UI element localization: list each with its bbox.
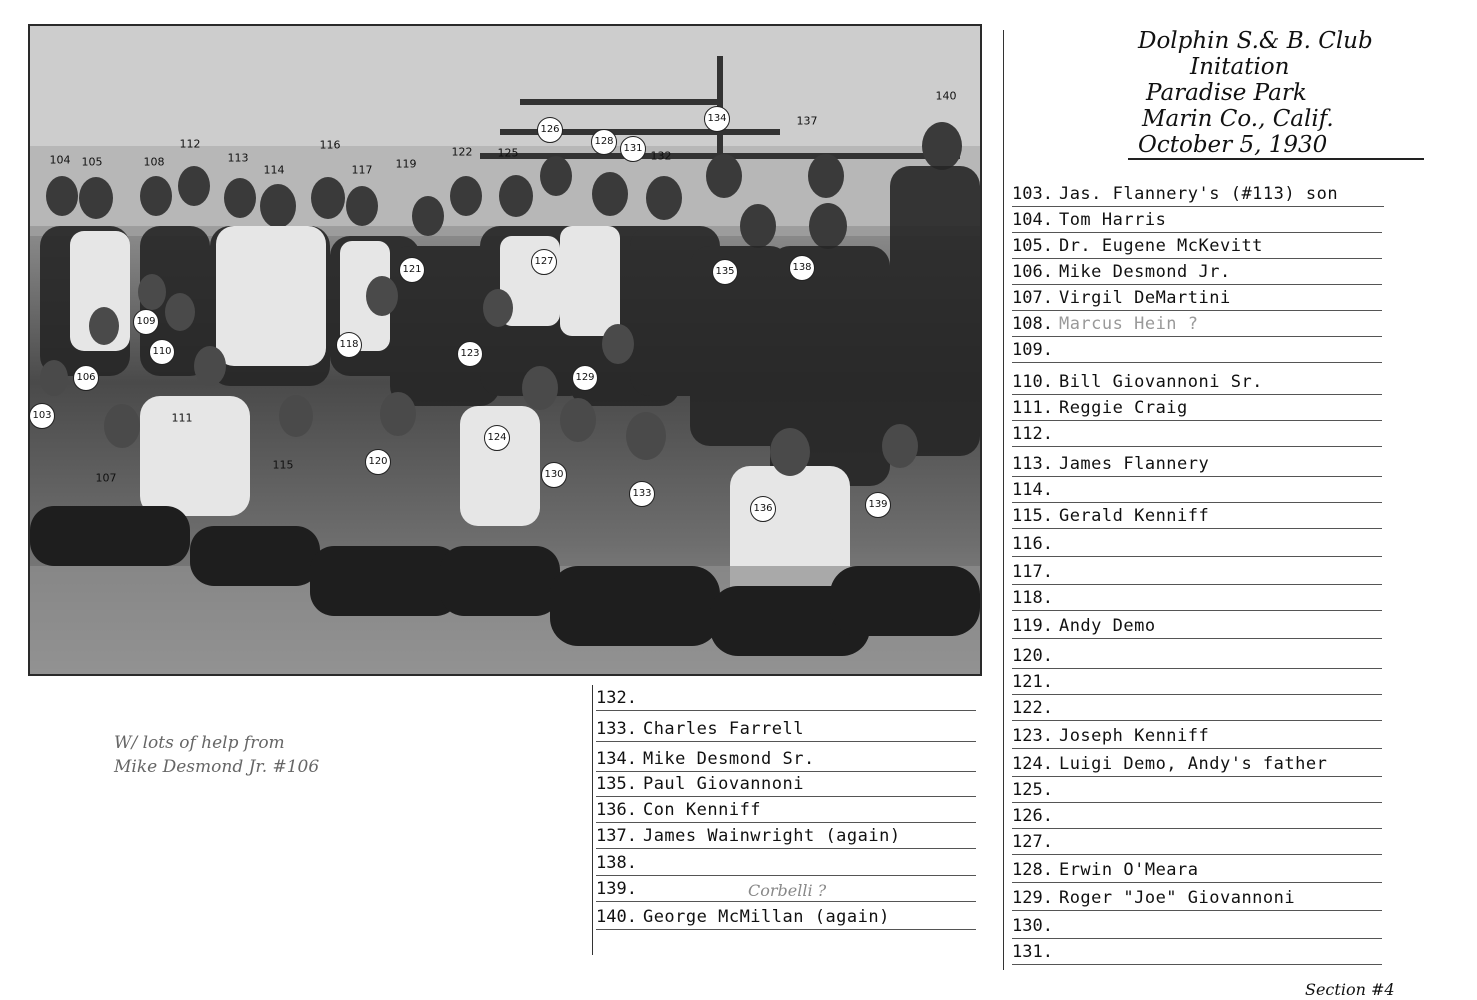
photo-number-label: 118 <box>336 332 362 358</box>
list-name <box>637 688 643 708</box>
list-name: Dr. Eugene McKevitt <box>1058 236 1263 256</box>
list-name <box>1053 916 1059 936</box>
photo-number-label: 129 <box>572 365 598 391</box>
list-number: 131. <box>1012 942 1053 962</box>
list-number: 129. <box>1012 888 1053 908</box>
photo-number-label: 131 <box>620 136 646 162</box>
list-number: 132. <box>596 688 637 708</box>
right-list-row <box>1012 777 1382 803</box>
list-name: Roger "Joe" Giovannoni <box>1058 888 1296 908</box>
middle-list-row <box>596 904 976 930</box>
list-number: 115. <box>1012 506 1053 526</box>
photo-number-label: 105 <box>81 155 103 169</box>
list-name: Charles Farrell <box>642 719 804 739</box>
photo-number-label: 140 <box>935 89 957 103</box>
list-number: 105. <box>1012 236 1053 256</box>
right-list-row <box>1012 723 1382 749</box>
photo-number-label: 117 <box>351 163 373 177</box>
photo-number-label: 132 <box>650 149 672 163</box>
list-name: Mike Desmond Jr. <box>1058 262 1231 282</box>
event-name: Initation <box>1190 54 1290 80</box>
credit-note-line-1: W/ lots of help from <box>114 733 285 753</box>
list-number: 121. <box>1012 672 1053 692</box>
list-number: 123. <box>1012 726 1053 746</box>
list-number: 122. <box>1012 698 1053 718</box>
list-name: Luigi Demo, Andy's father <box>1058 754 1328 774</box>
list-name: Virgil DeMartini <box>1058 288 1231 308</box>
right-list-row <box>1012 311 1382 337</box>
list-name: James Flannery <box>1058 454 1210 474</box>
list-name: James Wainwright (again) <box>642 826 901 846</box>
location-park: Paradise Park <box>1146 80 1307 106</box>
list-number: 136. <box>596 800 637 820</box>
list-name: Paul Giovannoni <box>642 774 804 794</box>
list-name <box>1053 806 1059 826</box>
photo-number-label: 125 <box>497 146 519 160</box>
photo-number-label: 115 <box>272 458 294 472</box>
list-number: 119. <box>1012 616 1053 636</box>
right-list-row <box>1012 181 1384 207</box>
right-list-row <box>1012 695 1382 721</box>
middle-list-row <box>596 850 976 876</box>
corbelli-note: Corbelli ? <box>748 881 827 900</box>
list-number: 103. <box>1012 184 1053 204</box>
right-list-row <box>1012 669 1382 695</box>
list-name: Reggie Craig <box>1058 398 1188 418</box>
list-name <box>1053 424 1059 444</box>
photo-number-label: 139 <box>865 492 891 518</box>
right-list-row <box>1012 803 1382 829</box>
list-name <box>1053 534 1059 554</box>
right-list-row <box>1012 421 1382 447</box>
photo-number-label: 133 <box>629 481 655 507</box>
right-list-row <box>1012 531 1382 557</box>
list-number: 114. <box>1012 480 1053 500</box>
list-name <box>1053 562 1059 582</box>
list-number: 106. <box>1012 262 1053 282</box>
list-number: 111. <box>1012 398 1053 418</box>
club-name: Dolphin S.& B. Club <box>1138 28 1373 54</box>
photo-number-label: 123 <box>457 341 483 367</box>
middle-list-row <box>596 823 976 849</box>
list-number: 118. <box>1012 588 1053 608</box>
right-list-row <box>1012 829 1382 855</box>
list-number: 125. <box>1012 780 1053 800</box>
credit-note <box>114 731 319 779</box>
right-list-row <box>1012 857 1382 883</box>
photo-number-label: 122 <box>451 145 473 159</box>
right-list-rule <box>1003 30 1004 970</box>
list-number: 140. <box>596 907 637 927</box>
photo-number-label: 112 <box>179 137 201 151</box>
list-name: Bill Giovannoni Sr. <box>1058 372 1263 392</box>
list-number: 127. <box>1012 832 1053 852</box>
right-list-row <box>1012 913 1382 939</box>
photo-number-label: 114 <box>263 163 285 177</box>
list-name: Mike Desmond Sr. <box>642 749 815 769</box>
list-number: 124. <box>1012 754 1053 774</box>
right-list-row <box>1012 643 1382 669</box>
section-label: Section #4 <box>1305 980 1395 999</box>
right-list-row <box>1012 233 1382 259</box>
list-number: 134. <box>596 749 637 769</box>
right-list-row <box>1012 451 1382 477</box>
photo-number-label: 113 <box>227 151 249 165</box>
list-number: 120. <box>1012 646 1053 666</box>
list-number: 135. <box>596 774 637 794</box>
list-number: 109. <box>1012 340 1053 360</box>
list-number: 133. <box>596 719 637 739</box>
list-name <box>1053 480 1059 500</box>
photo-number-label: 119 <box>395 157 417 171</box>
right-list-row <box>1012 337 1382 363</box>
photo-number-label: 104 <box>49 153 71 167</box>
list-name <box>1053 780 1059 800</box>
location-county: Marin Co., Calif. <box>1142 106 1334 132</box>
middle-list-rule <box>592 685 593 955</box>
list-name <box>1053 646 1059 666</box>
photo-number-label: 138 <box>789 255 815 281</box>
list-name <box>1053 588 1059 608</box>
list-number: 107. <box>1012 288 1053 308</box>
list-name <box>1053 340 1059 360</box>
right-list-row <box>1012 751 1382 777</box>
photo-number-label: 136 <box>750 496 776 522</box>
list-number: 117. <box>1012 562 1053 582</box>
photo-number-label: 107 <box>95 471 117 485</box>
right-list-row <box>1012 207 1382 233</box>
list-name: Joseph Kenniff <box>1058 726 1210 746</box>
list-name <box>1053 832 1059 852</box>
list-number: 113. <box>1012 454 1053 474</box>
right-list-row <box>1012 259 1382 285</box>
list-number: 126. <box>1012 806 1053 826</box>
right-list-row <box>1012 477 1382 503</box>
list-name: Tom Harris <box>1058 210 1167 230</box>
photo-number-label: 121 <box>399 257 425 283</box>
middle-list-row <box>596 746 976 772</box>
middle-list-row <box>596 685 976 711</box>
list-name <box>1053 942 1059 962</box>
list-number: 110. <box>1012 372 1053 392</box>
list-name: Andy Demo <box>1058 616 1156 636</box>
photo-number-label: 106 <box>73 365 99 391</box>
middle-list-row <box>596 716 976 742</box>
event-date: October 5, 1930 <box>1128 132 1424 160</box>
list-number: 139. <box>596 879 637 899</box>
right-list-row <box>1012 585 1382 611</box>
credit-note-line-2: Mike Desmond Jr. #106 <box>114 757 320 777</box>
photo-number-label: 135 <box>712 259 738 285</box>
photo-number-label: 116 <box>319 138 341 152</box>
photo-number-label: 127 <box>531 249 557 275</box>
right-list-row <box>1012 939 1382 965</box>
right-list-row <box>1012 503 1382 529</box>
photo-number-label: 111 <box>171 411 193 425</box>
photo-number-label: 130 <box>541 462 567 488</box>
photo-number-label: 110 <box>149 339 175 365</box>
list-name: Gerald Kenniff <box>1058 506 1210 526</box>
list-name <box>637 879 643 899</box>
middle-list-row <box>596 771 976 797</box>
list-number: 108. <box>1012 314 1053 334</box>
list-number: 130. <box>1012 916 1053 936</box>
right-list-row <box>1012 285 1382 311</box>
list-name: Jas. Flannery's (#113) son <box>1058 184 1339 204</box>
list-number: 128. <box>1012 860 1053 880</box>
right-list-row <box>1012 369 1382 395</box>
list-name <box>1053 698 1059 718</box>
photo-number-label: 103 <box>29 403 55 429</box>
list-name <box>637 853 643 873</box>
list-number: 104. <box>1012 210 1053 230</box>
photo-number-label: 126 <box>537 117 563 143</box>
middle-list-row <box>596 797 976 823</box>
photo-number-label: 137 <box>796 114 818 128</box>
list-name <box>1053 672 1059 692</box>
list-number: 112. <box>1012 424 1053 444</box>
right-list-row <box>1012 885 1382 911</box>
photo-number-label: 120 <box>365 449 391 475</box>
list-name: Con Kenniff <box>642 800 762 820</box>
title-block <box>1128 28 1428 160</box>
list-name: Erwin O'Meara <box>1058 860 1199 880</box>
list-number: 116. <box>1012 534 1053 554</box>
photo-number-label: 108 <box>143 155 165 169</box>
photo-number-label: 109 <box>133 309 159 335</box>
list-number: 137. <box>596 826 637 846</box>
photo-number-label: 124 <box>484 425 510 451</box>
list-number: 138. <box>596 853 637 873</box>
right-list-row <box>1012 613 1382 639</box>
right-list-row <box>1012 395 1382 421</box>
right-list-row <box>1012 559 1382 585</box>
photo-number-label: 128 <box>591 129 617 155</box>
list-name: George McMillan (again) <box>642 907 890 927</box>
list-name: Marcus Hein ? <box>1058 314 1199 334</box>
photo-number-label: 134 <box>704 106 730 132</box>
